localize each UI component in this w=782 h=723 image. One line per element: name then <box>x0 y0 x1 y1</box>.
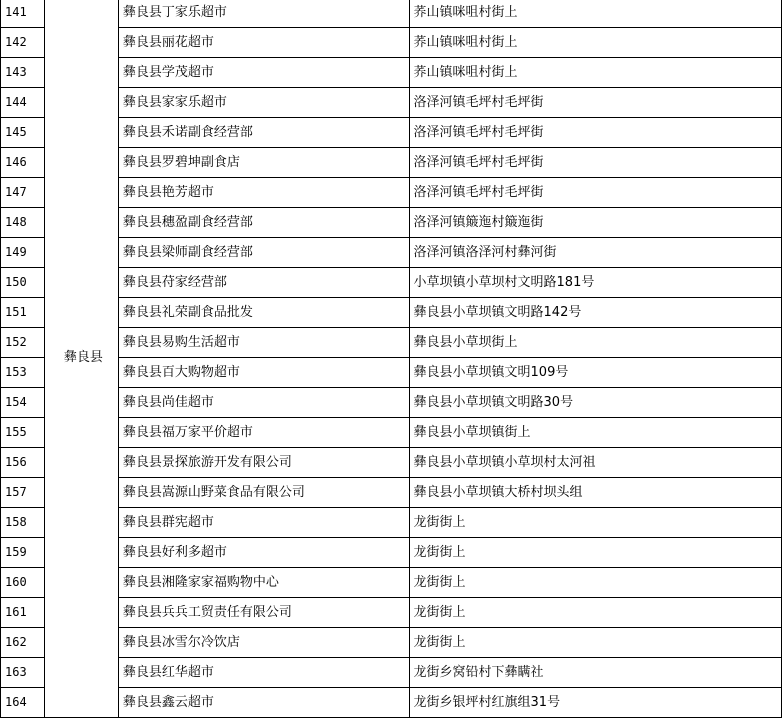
row-number-cell: 160 <box>1 568 45 598</box>
row-number-cell: 152 <box>1 328 45 358</box>
address-cell: 彝良县小草坝街上 <box>409 328 781 358</box>
row-number-cell: 144 <box>1 88 45 118</box>
row-number-cell: 149 <box>1 238 45 268</box>
address-cell: 荞山镇咪咀村街上 <box>409 0 781 28</box>
table-row <box>1 568 782 598</box>
table-row <box>1 538 782 568</box>
address-cell: 洛泽河镇毛坪村毛坪街 <box>409 88 781 118</box>
store-name-cell: 彝良县群宪超市 <box>118 508 409 538</box>
store-name-cell: 彝良县湘隆家家福购物中心 <box>118 568 409 598</box>
row-number-cell: 141 <box>1 0 45 28</box>
table-row <box>1 628 782 658</box>
address-cell: 彝良县小草坝镇文明路30号 <box>409 388 781 418</box>
address-cell: 彝良县小草坝镇小草坝村太河祖 <box>409 448 781 478</box>
row-number-cell: 154 <box>1 388 45 418</box>
store-name-cell: 彝良县景探旅游开发有限公司 <box>118 448 409 478</box>
row-number-cell: 159 <box>1 538 45 568</box>
table-row <box>1 208 782 238</box>
address-cell: 洛泽河镇洛泽河村彝河街 <box>409 238 781 268</box>
address-cell: 荞山镇咪咀村街上 <box>409 58 781 88</box>
table-row <box>1 418 782 448</box>
row-number-cell: 151 <box>1 298 45 328</box>
store-name-cell: 彝良县穗盈副食经营部 <box>118 208 409 238</box>
county-cell: 彝良县 <box>44 0 118 718</box>
row-number-cell: 147 <box>1 178 45 208</box>
store-name-cell: 彝良县艳芳超市 <box>118 178 409 208</box>
store-name-cell: 彝良县尚佳超市 <box>118 388 409 418</box>
store-name-cell: 彝良县苻家经营部 <box>118 268 409 298</box>
address-cell: 龙街街上 <box>409 598 781 628</box>
store-name-cell: 彝良县易购生活超市 <box>118 328 409 358</box>
store-name-cell: 彝良县好利多超市 <box>118 538 409 568</box>
table-row <box>1 448 782 478</box>
table-row <box>1 178 782 208</box>
table-row <box>1 298 782 328</box>
table-row <box>1 658 782 688</box>
address-cell: 龙街街上 <box>409 538 781 568</box>
row-number-cell: 164 <box>1 688 45 718</box>
table-row <box>1 238 782 268</box>
store-name-cell: 彝良县嵩源山野菜食品有限公司 <box>118 478 409 508</box>
table-row <box>1 358 782 388</box>
table-row <box>1 58 782 88</box>
address-cell: 洛泽河镇簸迤村簸迤街 <box>409 208 781 238</box>
address-cell: 小草坝镇小草坝村文明路181号 <box>409 268 781 298</box>
row-number-cell: 153 <box>1 358 45 388</box>
row-number-cell: 155 <box>1 418 45 448</box>
address-cell: 龙街乡窝铅村下彝瞒社 <box>409 658 781 688</box>
store-name-cell: 彝良县罗碧坤副食店 <box>118 148 409 178</box>
store-name-cell: 彝良县学茂超市 <box>118 58 409 88</box>
store-name-cell: 彝良县家家乐超市 <box>118 88 409 118</box>
table-row <box>1 478 782 508</box>
address-cell: 龙街乡银坪村红旗组31号 <box>409 688 781 718</box>
address-cell: 洛泽河镇毛坪村毛坪街 <box>409 118 781 148</box>
store-name-cell: 彝良县鑫云超市 <box>118 688 409 718</box>
address-cell: 龙街街上 <box>409 628 781 658</box>
store-name-cell: 彝良县冰雪尔冷饮店 <box>118 628 409 658</box>
table-row <box>1 598 782 628</box>
row-number-cell: 158 <box>1 508 45 538</box>
row-number-cell: 162 <box>1 628 45 658</box>
store-name-cell: 彝良县百大购物超市 <box>118 358 409 388</box>
table-row <box>1 148 782 178</box>
address-cell: 彝良县小草坝镇街上 <box>409 418 781 448</box>
store-name-cell: 彝良县丁家乐超市 <box>118 0 409 28</box>
address-cell: 洛泽河镇毛坪村毛坪街 <box>409 148 781 178</box>
row-number-cell: 163 <box>1 658 45 688</box>
address-cell: 彝良县小草坝镇文明109号 <box>409 358 781 388</box>
store-name-cell: 彝良县禾诺副食经营部 <box>118 118 409 148</box>
address-cell: 彝良县小草坝镇大桥村坝头组 <box>409 478 781 508</box>
table-row <box>1 688 782 718</box>
row-number-cell: 157 <box>1 478 45 508</box>
store-name-cell: 彝良县红华超市 <box>118 658 409 688</box>
row-number-cell: 148 <box>1 208 45 238</box>
store-name-cell: 彝良县兵兵工贸责任有限公司 <box>118 598 409 628</box>
address-cell: 彝良县小草坝镇文明路142号 <box>409 298 781 328</box>
row-number-cell: 161 <box>1 598 45 628</box>
table-row <box>1 388 782 418</box>
table-body <box>1 0 782 718</box>
table-row <box>1 328 782 358</box>
table-row <box>1 28 782 58</box>
table-row <box>1 508 782 538</box>
table-row <box>1 268 782 298</box>
table-row <box>1 118 782 148</box>
row-number-cell: 145 <box>1 118 45 148</box>
address-cell: 龙街街上 <box>409 508 781 538</box>
address-cell: 龙街街上 <box>409 568 781 598</box>
address-cell: 洛泽河镇毛坪村毛坪街 <box>409 178 781 208</box>
store-name-cell: 彝良县福万家平价超市 <box>118 418 409 448</box>
table-row <box>1 88 782 118</box>
row-number-cell: 150 <box>1 268 45 298</box>
row-number-cell: 156 <box>1 448 45 478</box>
store-name-cell: 彝良县丽花超市 <box>118 28 409 58</box>
address-cell: 荞山镇咪咀村街上 <box>409 28 781 58</box>
store-name-cell: 彝良县梁师副食经营部 <box>118 238 409 268</box>
table-row <box>1 0 782 28</box>
row-number-cell: 146 <box>1 148 45 178</box>
store-name-cell: 彝良县礼荣副食品批发 <box>118 298 409 328</box>
row-number-cell: 143 <box>1 58 45 88</box>
row-number-cell: 142 <box>1 28 45 58</box>
